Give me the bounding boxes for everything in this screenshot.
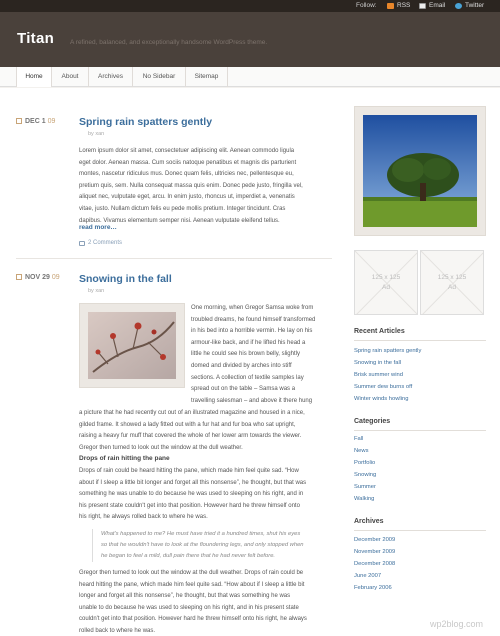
nav-item-sitemap[interactable]: Sitemap [186,67,228,87]
archive-link[interactable]: December 2009 [354,537,396,543]
read-more-link[interactable]: read more… [79,224,117,231]
site-tagline: A refined, balanced, and exceptionally handsome WordPress theme. [70,39,268,46]
follow-label: Follow: [356,2,377,9]
featured-photo-frame [354,106,486,236]
blockquote: What's happened to me? He must have tried it a hundred times, shut his eyes so that he wouldn't have to look at the floundering legs, and only stopped when he began to feel a mild, dull pain there that he had never felt before. [92,529,304,562]
site-header [0,12,500,67]
email-label: Email [429,2,446,9]
post-author: by xan [88,131,105,137]
recent-article-link[interactable]: Brisk summer wind [354,372,403,378]
post-title[interactable]: Snowing in the fall [79,273,172,285]
comment-icon [79,241,85,246]
category-link[interactable]: Portfolio [354,460,376,466]
ad-slot[interactable]: 125 x 125 Ad [420,250,484,315]
category-link[interactable]: Summer [354,484,376,490]
winter-berries-image[interactable] [88,312,176,379]
category-link[interactable]: Fall [354,436,364,442]
calendar-icon [16,274,22,280]
email-icon [419,3,426,9]
post-subheading: Drops of rain hitting the pane [79,455,170,462]
recent-article-link[interactable]: Summer dew burns off [354,384,413,390]
site-title[interactable]: Titan [17,30,55,47]
post-body-beside-image: One morning, when Gregor Samsa woke from troubled dreams, he found himself transformed in his bed into a horrible vermin. He lay on his armour-like back, and if he lifted his head a little he could see his brown belly, slightly domed and divided by arches into stiff sections. A collection of textile samples lay spread out on the table – Samsa was a travelling salesman – and above it there hung [191,305,316,404]
category-link[interactable]: Snowing [354,472,377,478]
archives-heading: Archives [354,518,384,525]
widget-divider [354,340,486,341]
post-excerpt: Lorem ipsum dolor sit amet, consectetuer adipiscing elit. Aenean commodo ligula eget dolor. Aenean massa. Cum sociis natoque penatibus et magnis dis parturient montes, nascetur ridiculus mus. Donec quam felis, ultricies nec, pellentesque eu, pretium quis, sem. Nulla consequat massa quis enim. Donec pede justo, fringilla vel, aliquet nec, vulputate eget, arcu. In enim justo, rhoncus ut, imperdiet a, venenatis vitae, justo. Nullam dictum felis eu pede mollis pretium. Integer tincidunt. Cras dapibus. Vivamus elementum semper nisi. Aenean vulputate eleifend tellus. [79,148,303,224]
categories-heading: Categories [354,418,391,425]
archive-link[interactable]: November 2009 [354,549,396,555]
post-body: a picture that he had recently cut out of an illustrated magazine and housed in a nice, gilded frame. It showed a lady fitted out with a fur hat and fur boa who sat upright, raising a heavy fur muff that covered the whole of her lower arm towards the viewer. Gregor then turned to look out the window at the dull weather. [79,410,305,451]
archive-link[interactable]: June 2007 [354,573,382,579]
nav-item-no-sidebar[interactable]: No Sidebar [133,67,186,87]
nav-item-archives[interactable]: Archives [89,67,133,87]
post-body: Drops of rain could be heard hitting the pane, which made him feel quite sad. “How about if I sleep a little bit longer and forget all this nonsense”, he thought, but that was something he was unable to do because he was used to sleeping on his right, and in his present state couldn't get into that position. However hard he threw himself onto his right, he always rolled back to where he was. [79,468,307,521]
recent-article-link[interactable]: Spring rain spatters gently [354,348,422,354]
tree-landscape-image[interactable] [363,115,477,227]
top-bar [0,0,500,12]
post-body: Gregor then turned to look out the window at the dull weather. Drops of rain could be heard hitting the pane, which made him feel quite sad. “How about if I sleep a little bit longer and forget all this nonsense”, he thought, but that was something he was unable to do because he was used to sleeping on his right, and in his present state couldn't get into that position. However hard he threw himself onto his right, he always rolled back to where he was. [79,570,307,634]
comments-link[interactable]: 2 Comments [79,240,122,246]
widget-divider [354,530,486,531]
widget-divider [354,430,486,431]
post-image-frame [79,303,185,388]
post-divider [16,258,332,259]
recent-article-link[interactable]: Winter winds howling [354,396,409,402]
main-nav [0,67,500,87]
archive-link[interactable]: December 2008 [354,561,396,567]
archive-link[interactable]: February 2006 [354,585,392,591]
post-date: DEC 1 09 [16,118,55,125]
recent-articles-heading: Recent Articles [354,328,405,335]
rss-label: RSS [397,2,411,9]
twitter-label: Twitter [465,2,485,9]
watermark: wp2blog.com [430,619,484,629]
nav-item-about[interactable]: About [52,67,89,87]
nav-item-home[interactable]: Home [16,67,52,87]
post-author: by xan [88,288,105,294]
twitter-icon [455,3,462,9]
twitter-link[interactable] [455,2,484,9]
post-date: NOV 29 09 [16,274,60,281]
calendar-icon [16,118,22,124]
category-link[interactable]: News [354,448,369,454]
ad-slot[interactable]: 125 x 125 Ad [354,250,418,315]
email-link[interactable] [419,2,445,9]
post-title[interactable]: Spring rain spatters gently [79,116,213,128]
rss-icon [387,3,394,9]
rss-link[interactable] [387,2,410,9]
category-link[interactable]: Walking [354,496,375,502]
recent-article-link[interactable]: Snowing in the fall [354,360,402,366]
